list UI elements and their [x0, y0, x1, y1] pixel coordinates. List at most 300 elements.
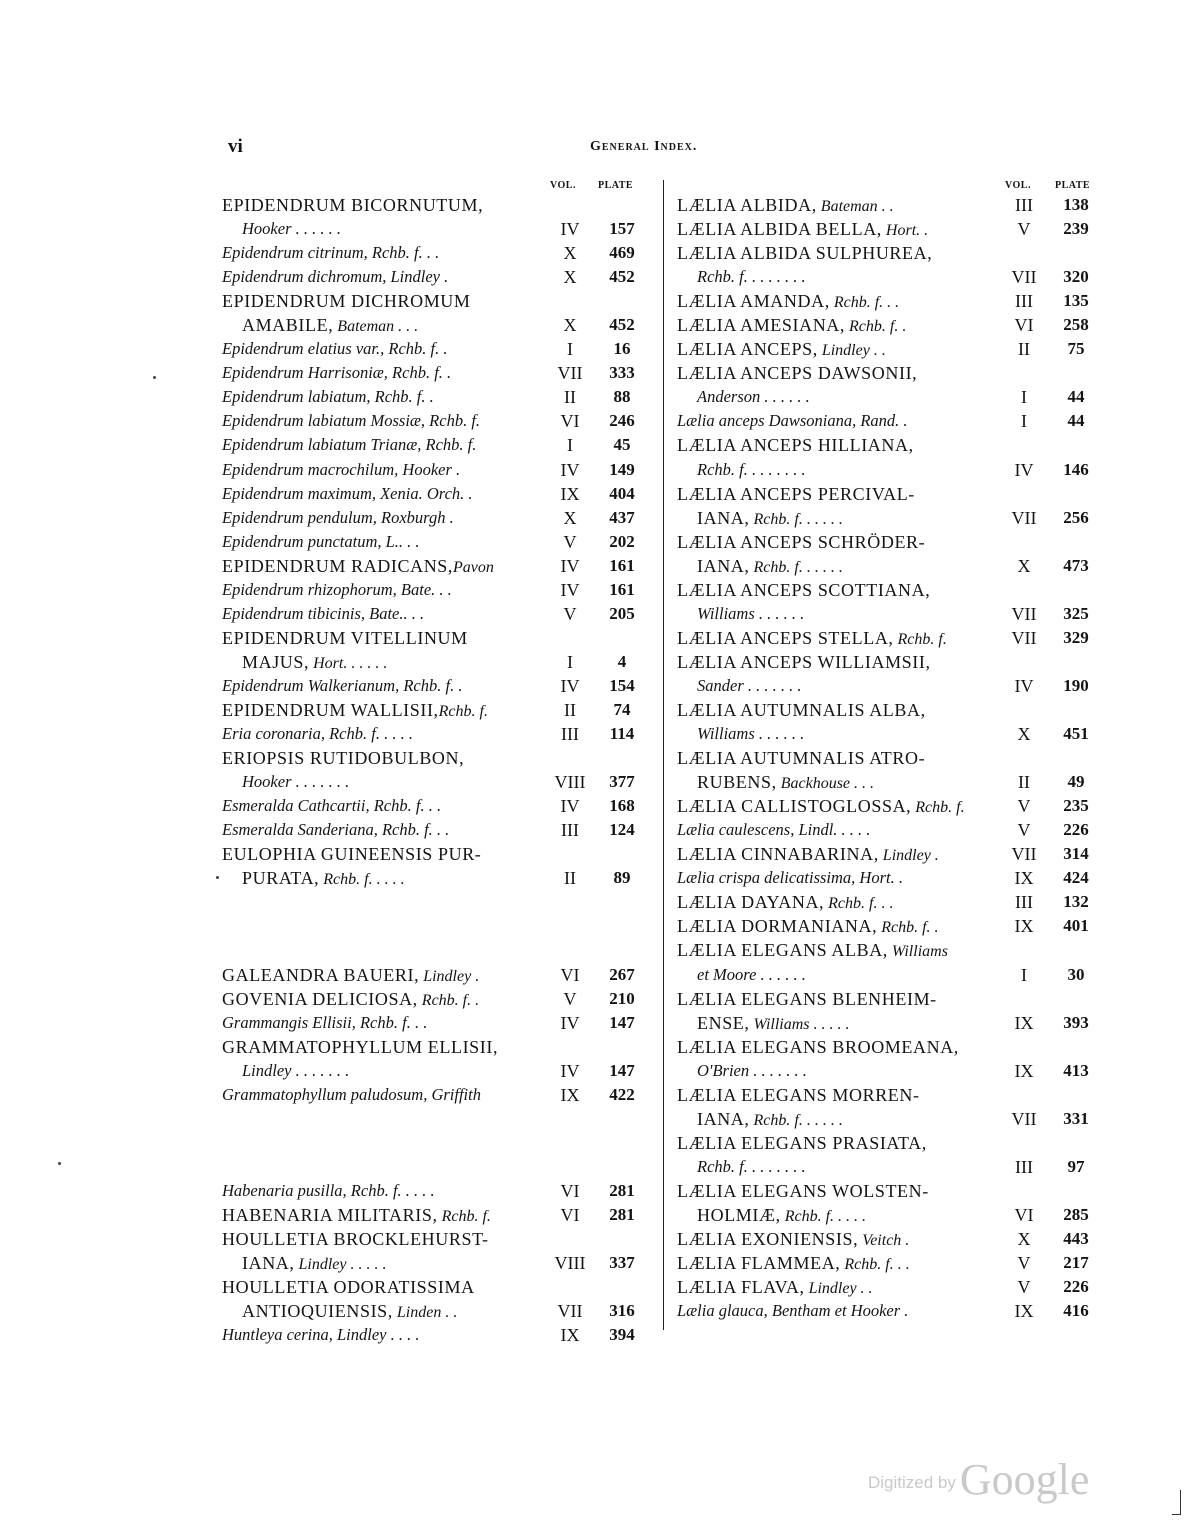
- entry-author: Pavon: [453, 558, 494, 576]
- index-entry: [677, 722, 1097, 746]
- entry-name-text: Williams . . . . . .: [697, 724, 805, 744]
- entry-name-text: GOVENIA DELICIOSA,: [222, 988, 418, 1009]
- entry-name: [697, 1203, 866, 1229]
- entry-name-text: LÆLIA ALBIDA BELLA,: [677, 219, 882, 240]
- entry-name: [222, 1083, 481, 1108]
- entry-author: Rchb. f. . . . . .: [749, 510, 843, 528]
- index-entry: [222, 433, 646, 457]
- entry-name: [242, 770, 349, 795]
- entry-volume: I: [567, 651, 573, 672]
- index-entry: [677, 1131, 1097, 1155]
- entry-plate: 202: [609, 531, 635, 551]
- index-entry: [222, 1011, 646, 1035]
- index-entry: [677, 506, 1097, 530]
- index-entry: [677, 1299, 1097, 1323]
- entry-plate: 469: [609, 243, 635, 263]
- entry-volume: VIII: [554, 1253, 586, 1274]
- entry-name-text: LÆLIA FLAMMEA,: [677, 1253, 841, 1274]
- entry-name-text: et Moore . . . . . .: [697, 964, 806, 984]
- entry-plate: 44: [1067, 387, 1085, 407]
- index-entry: [222, 1227, 646, 1251]
- entry-name-text: LÆLIA ALBIDA SULPHUREA,: [677, 243, 933, 264]
- index-entry: [222, 1299, 646, 1323]
- entry-name-text: GRAMMATOPHYLLUM ELLISII,: [222, 1036, 499, 1057]
- entry-author: Hort. .: [881, 222, 929, 240]
- index-entry: [677, 842, 1097, 866]
- entry-volume: IX: [1014, 1060, 1034, 1081]
- entry-volume: IV: [560, 675, 580, 696]
- entry-name-text: Rchb. f. . . . . . . .: [697, 459, 806, 479]
- entry-plate: 75: [1067, 339, 1085, 359]
- index-entry: [677, 818, 1097, 842]
- entry-volume: I: [567, 435, 573, 456]
- entry-name: [222, 1011, 427, 1036]
- index-entry: [222, 385, 646, 409]
- entry-name: [677, 1083, 920, 1109]
- entry-name: [677, 698, 926, 724]
- entry-name: [677, 337, 886, 363]
- column-header: [222, 176, 646, 193]
- index-entry: [677, 1059, 1097, 1083]
- entry-name: [677, 866, 903, 891]
- index-entry: [677, 1251, 1097, 1275]
- entry-name-text: Epidendrum Harrisoniæ, Rchb. f. .: [222, 363, 452, 383]
- entry-name: [242, 1059, 349, 1084]
- entry-name: [242, 1299, 457, 1325]
- entry-volume: IV: [560, 459, 580, 480]
- index-entry: [222, 193, 646, 217]
- index-entry: [677, 938, 1097, 962]
- entry-plate: 205: [609, 603, 635, 623]
- entry-author: Rchb. f.: [893, 630, 947, 648]
- entry-plate: 132: [1063, 892, 1089, 912]
- entry-volume: V: [1017, 1253, 1031, 1274]
- entry-plate: 157: [609, 219, 635, 239]
- entry-author: Williams . . . . .: [749, 1015, 850, 1033]
- entry-name: [222, 722, 413, 747]
- index-entry: [222, 987, 646, 1011]
- index-entry: [677, 1179, 1097, 1203]
- index-entry: [677, 578, 1097, 602]
- page-number: vi: [228, 136, 243, 157]
- entry-volume: III: [1015, 1156, 1033, 1177]
- entry-volume: VII: [1011, 1108, 1037, 1129]
- entry-volume: I: [1021, 964, 1027, 985]
- index-entry: [222, 506, 646, 530]
- entry-name-text: Epidendrum punctatum, L.. . .: [222, 531, 420, 551]
- entry-volume: X: [1017, 1229, 1031, 1250]
- entry-plate: 281: [609, 1180, 635, 1200]
- entry-name: [222, 361, 451, 386]
- entry-author: Rchb. f. . . . . .: [749, 1111, 843, 1129]
- entry-volume: IX: [1014, 1301, 1034, 1322]
- index-entry: [677, 794, 1097, 818]
- entry-name-text: Epidendrum citrinum, Rchb. f. . .: [222, 243, 440, 263]
- entry-name-text: LÆLIA EXONIENSIS,: [677, 1229, 859, 1250]
- entry-name-text: EPIDENDRUM VITELLINUM: [222, 627, 468, 648]
- entry-plate: 226: [1063, 820, 1089, 840]
- index-entry: [677, 361, 1097, 385]
- entry-volume: IX: [1014, 868, 1034, 889]
- index-entry: [677, 1083, 1097, 1107]
- entry-volume: III: [1015, 291, 1033, 312]
- entry-plate: 267: [609, 964, 635, 984]
- entry-volume: I: [1021, 387, 1027, 408]
- index-entry: [222, 650, 646, 674]
- entry-name-text: IANA,: [697, 1108, 750, 1129]
- entry-author: Lindley .: [878, 847, 939, 865]
- entry-name-text: Hooker . . . . . .: [242, 219, 341, 239]
- entry-name-text: PURATA,: [242, 868, 320, 889]
- index-entry: [222, 1203, 646, 1227]
- entry-name-text: Huntleya cerina, Lindley . . . .: [222, 1325, 420, 1345]
- entry-name-text: Rchb. f. . . . . . . .: [697, 267, 806, 287]
- entry-volume: VII: [1011, 603, 1037, 624]
- entry-volume: VI: [1014, 315, 1034, 336]
- plate-header: PLATE: [1055, 180, 1091, 191]
- entry-plate: 404: [609, 483, 635, 503]
- entry-name: [222, 385, 434, 410]
- index-entry: [677, 554, 1097, 578]
- entry-volume: X: [1017, 555, 1031, 576]
- entry-name-text: LÆLIA AMESIANA,: [677, 315, 846, 336]
- index-entry: [677, 1155, 1097, 1179]
- entry-name: [697, 1107, 843, 1133]
- entry-plate: 4: [617, 651, 627, 671]
- entry-plate: 393: [1063, 1012, 1089, 1032]
- entry-name-text: EPIDENDRUM RADICANS,: [222, 555, 454, 576]
- entry-name-text: HOULLETIA ODORATISSIMA: [222, 1277, 475, 1298]
- entry-author: Lindley . .: [804, 1280, 873, 1298]
- vol-header: VOL.: [550, 180, 576, 191]
- index-entry: [677, 1011, 1097, 1035]
- entry-name-text: Eria coronaria, Rchb. f. . . . .: [222, 724, 413, 744]
- entry-author: Rchb. f. .: [877, 919, 939, 937]
- entry-name: [222, 554, 494, 580]
- entry-name-text: EPIDENDRUM WALLISII,: [222, 699, 439, 720]
- entry-name-text: LÆLIA CALLISTOGLOSSA,: [677, 796, 912, 817]
- entry-plate: 44: [1067, 411, 1085, 431]
- entry-name: [677, 1275, 873, 1301]
- index-entry: [222, 1035, 646, 1059]
- index-entry: [677, 1035, 1097, 1059]
- entry-author: Backhouse . . .: [776, 775, 875, 793]
- index-entry: [677, 217, 1097, 241]
- entry-name-text: IANA,: [242, 1253, 295, 1274]
- index-entry: [677, 866, 1097, 890]
- index-entry: [222, 842, 646, 866]
- entry-volume: IX: [1014, 916, 1034, 937]
- entry-name-text: Williams . . . . . .: [697, 603, 805, 623]
- entry-volume: VI: [1014, 1204, 1034, 1225]
- entry-name-text: Epidendrum dichromum, Lindley .: [222, 267, 449, 287]
- entry-name: [677, 433, 914, 459]
- entry-name-text: LÆLIA ANCEPS HILLIANA,: [677, 435, 914, 456]
- entry-plate: 394: [609, 1325, 635, 1345]
- entry-plate: 401: [1063, 916, 1089, 936]
- entry-name: [677, 746, 925, 772]
- entry-volume: V: [1017, 219, 1031, 240]
- index-entry: [222, 1059, 646, 1083]
- index-entry: [222, 1107, 646, 1131]
- index-entry: [222, 1251, 646, 1275]
- entry-name-text: LÆLIA ANCEPS SCHRÖDER-: [677, 531, 926, 552]
- entry-volume: III: [1015, 195, 1033, 215]
- index-entry: [222, 770, 646, 794]
- entry-name-text: LÆLIA ANCEPS WILLIAMSII,: [677, 651, 931, 672]
- entry-name: [697, 506, 843, 532]
- index-entry: [677, 914, 1097, 938]
- entry-plate: 217: [1063, 1253, 1089, 1273]
- entry-plate: 149: [609, 459, 635, 479]
- entry-plate: 97: [1067, 1156, 1085, 1176]
- entry-plate: 161: [609, 579, 635, 599]
- entry-name-text: O'Brien . . . . . . .: [697, 1060, 807, 1080]
- entry-name: [677, 193, 894, 219]
- entry-name-text: LÆLIA ELEGANS BLENHEIM-: [677, 988, 937, 1009]
- entry-name: [242, 866, 405, 892]
- entry-plate: 329: [1063, 627, 1089, 647]
- index-entry: [677, 241, 1097, 265]
- index-entry: [677, 1275, 1097, 1299]
- entry-name: [222, 602, 424, 627]
- entry-author: Rchb. f.: [438, 702, 488, 720]
- entry-name: [697, 770, 874, 796]
- entry-name: [677, 914, 939, 940]
- index-entry: [222, 217, 646, 241]
- entry-name-text: Hooker . . . . . . .: [242, 772, 350, 792]
- entry-name: [677, 818, 870, 843]
- index-entry: [222, 313, 646, 337]
- index-entry: [677, 626, 1097, 650]
- entry-plate: 190: [1063, 675, 1089, 695]
- entry-plate: 337: [609, 1253, 635, 1273]
- index-entry: [677, 746, 1097, 770]
- entry-volume: X: [563, 267, 577, 288]
- entry-name: [677, 1299, 908, 1324]
- entry-name: [222, 698, 488, 724]
- index-entry: [677, 482, 1097, 506]
- entry-plate: 424: [1063, 868, 1089, 888]
- entry-name-text: LÆLIA DORMANIANA,: [677, 916, 878, 937]
- plate-header: PLATE: [598, 180, 634, 191]
- entry-volume: I: [567, 339, 573, 360]
- entry-plate: 30: [1067, 964, 1085, 984]
- entry-author: Rchb. f. . . . . .: [749, 558, 843, 576]
- entry-plate: 325: [1063, 603, 1089, 623]
- index-entry: [222, 1179, 646, 1203]
- entry-name-text: EPIDENDRUM DICHROMUM: [222, 291, 471, 312]
- entry-name: [222, 193, 483, 219]
- index-entry: [677, 337, 1097, 361]
- entry-author: Veitch .: [858, 1232, 910, 1250]
- entry-volume: IX: [560, 1084, 580, 1105]
- entry-plate: 316: [609, 1301, 635, 1321]
- index-entry: [222, 890, 646, 914]
- entry-name: [222, 818, 449, 843]
- entry-plate: 246: [609, 411, 635, 431]
- entry-name-text: LÆLIA ELEGANS MORREN-: [677, 1084, 920, 1105]
- entry-name-text: LÆLIA ANCEPS,: [677, 339, 818, 360]
- entry-name-text: LÆLIA ELEGANS BROOMEANA,: [677, 1036, 959, 1057]
- entry-name-text: Esmeralda Cathcartii, Rchb. f. . .: [222, 796, 442, 816]
- entry-name-text: RUBENS,: [697, 772, 777, 793]
- entry-name: [697, 674, 802, 699]
- entry-name: [697, 722, 804, 747]
- entry-author: Lindley .: [419, 967, 480, 985]
- entry-name: [677, 842, 939, 868]
- entry-volume: IV: [1014, 675, 1034, 696]
- entry-volume: V: [563, 988, 577, 1009]
- entry-name-text: EULOPHIA GUINEENSIS PUR-: [222, 844, 482, 865]
- index-entry: [677, 674, 1097, 698]
- index-entry: [677, 698, 1097, 722]
- entry-name-text: Habenaria pusilla, Rchb. f. . . . .: [222, 1180, 435, 1200]
- google-logo: Google: [959, 1455, 1090, 1504]
- index-entry: [677, 433, 1097, 457]
- index-entry: [222, 1275, 646, 1299]
- entry-plate: 416: [1063, 1301, 1089, 1321]
- entry-author: Williams: [887, 943, 948, 961]
- index-entry: [222, 794, 646, 818]
- entry-name: [222, 1227, 489, 1253]
- column-divider: [663, 180, 664, 1330]
- entry-name: [677, 890, 893, 916]
- entry-name-text: Esmeralda Sanderiana, Rchb. f. . .: [222, 820, 450, 840]
- entry-name-text: Epidendrum labiatum Mossiæ, Rchb. f.: [222, 411, 481, 431]
- entry-name: [242, 1251, 387, 1277]
- entry-plate: 45: [613, 435, 631, 455]
- index-entry: [677, 193, 1097, 217]
- index-entry: [222, 458, 646, 482]
- index-entry: [222, 602, 646, 626]
- entry-volume: VII: [557, 363, 583, 384]
- entry-volume: VIII: [554, 772, 586, 793]
- entry-name: [222, 265, 448, 290]
- entry-name: [677, 1035, 959, 1061]
- entry-name: [222, 530, 420, 555]
- entry-name-text: LÆLIA ANCEPS PERCIVAL-: [677, 483, 915, 504]
- entry-name: [697, 1011, 850, 1037]
- index-entry: [222, 1083, 646, 1107]
- entry-volume: V: [1017, 820, 1031, 841]
- entry-volume: X: [563, 507, 577, 528]
- entry-author: Rchb. f. .: [845, 318, 907, 336]
- entry-name-text: LÆLIA CINNABARINA,: [677, 844, 879, 865]
- entry-name-text: Epidendrum tibicinis, Bate.. . .: [222, 603, 425, 623]
- entry-name: [677, 578, 930, 604]
- entry-volume: VII: [1011, 627, 1037, 648]
- entry-plate: 146: [1063, 459, 1089, 479]
- entry-name-text: Grammangis Ellisii, Rchb. f. . .: [222, 1012, 428, 1032]
- entry-volume: IV: [560, 1012, 580, 1033]
- entry-volume: II: [564, 699, 576, 720]
- entry-name-text: Epidendrum rhizophorum, Bate. . .: [222, 579, 452, 599]
- index-entry: [222, 337, 646, 361]
- entry-name-text: MAJUS,: [242, 651, 310, 672]
- entry-name: [222, 1203, 491, 1229]
- entry-volume: IV: [560, 579, 580, 600]
- index-entry: [222, 554, 646, 578]
- index-entry: [677, 530, 1097, 554]
- entry-plate: 422: [609, 1084, 635, 1104]
- index-entry: [677, 1227, 1097, 1251]
- entry-name-text: Epidendrum maximum, Xenia. Orch. .: [222, 483, 473, 503]
- entry-volume: IV: [1014, 459, 1034, 480]
- entry-plate: 226: [1063, 1277, 1089, 1297]
- entry-name-text: GALEANDRA BAUERI,: [222, 964, 420, 985]
- index-entry: [222, 722, 646, 746]
- index-entry: [222, 674, 646, 698]
- index-entry: [222, 361, 646, 385]
- entry-plate: 147: [609, 1012, 635, 1032]
- entry-name: [222, 963, 479, 989]
- index-entry: [677, 1203, 1097, 1227]
- index-entry: [222, 963, 646, 987]
- entry-name: [222, 506, 454, 531]
- entry-name: [677, 289, 899, 315]
- entry-author: Linden . .: [392, 1304, 458, 1322]
- paper-speck: [216, 876, 219, 879]
- entry-name: [677, 794, 965, 820]
- entry-name-text: Grammatophyllum paludosum, Griffith: [222, 1084, 481, 1104]
- entry-author: Lindley . .: [817, 342, 886, 360]
- entry-name-text: Epidendrum labiatum, Rchb. f. .: [222, 387, 434, 407]
- entry-plate: 235: [1063, 796, 1089, 816]
- entry-name: [222, 1275, 475, 1301]
- entry-name-text: LÆLIA ELEGANS WOLSTEN-: [677, 1180, 929, 1201]
- entry-plate: 74: [613, 699, 631, 719]
- entry-plate: 452: [609, 267, 635, 287]
- entry-plate: 138: [1063, 195, 1089, 214]
- entry-name-text: LÆLIA FLAVA,: [677, 1277, 805, 1298]
- paper-speck: [153, 376, 156, 379]
- entry-volume: III: [561, 820, 579, 841]
- entry-plate: 320: [1063, 267, 1089, 287]
- entry-name-text: IANA,: [697, 555, 750, 576]
- entry-author: Lindley . . . . .: [294, 1256, 387, 1274]
- entry-author: Rchb. f. . .: [824, 895, 894, 913]
- entry-name-text: LÆLIA ANCEPS DAWSONII,: [677, 363, 918, 384]
- entry-name: [677, 482, 915, 508]
- entry-author: Rchb. f. . . . .: [780, 1207, 867, 1225]
- entry-volume: VI: [560, 1204, 580, 1225]
- entry-plate: 168: [609, 796, 635, 816]
- entry-name: [677, 313, 906, 339]
- paper-speck: [58, 1162, 61, 1165]
- entry-name-text: LÆLIA DAYANA,: [677, 892, 825, 913]
- entry-plate: 161: [609, 555, 635, 575]
- entry-name: [222, 794, 441, 819]
- index-entry: [222, 241, 646, 265]
- entry-name: [697, 458, 806, 483]
- entry-volume: IX: [560, 1325, 580, 1346]
- entry-name-text: LÆLIA ELEGANS ALBA,: [677, 940, 888, 961]
- entry-name-text: Epidendrum labiatum Trianæ, Rchb. f.: [222, 435, 477, 455]
- entry-plate: 49: [1067, 772, 1085, 792]
- entry-name-text: IANA,: [697, 507, 750, 528]
- entry-volume: III: [561, 724, 579, 745]
- entry-author: Bateman . .: [816, 198, 894, 215]
- entry-name: [677, 530, 925, 556]
- entry-plate: 333: [609, 363, 635, 383]
- entry-volume: II: [564, 868, 576, 889]
- index-entry: [222, 866, 646, 890]
- index-column-left: [222, 176, 646, 1347]
- entry-author: Rchb. f. . .: [840, 1256, 910, 1274]
- entry-volume: I: [1021, 411, 1027, 432]
- entry-volume: II: [1018, 339, 1030, 360]
